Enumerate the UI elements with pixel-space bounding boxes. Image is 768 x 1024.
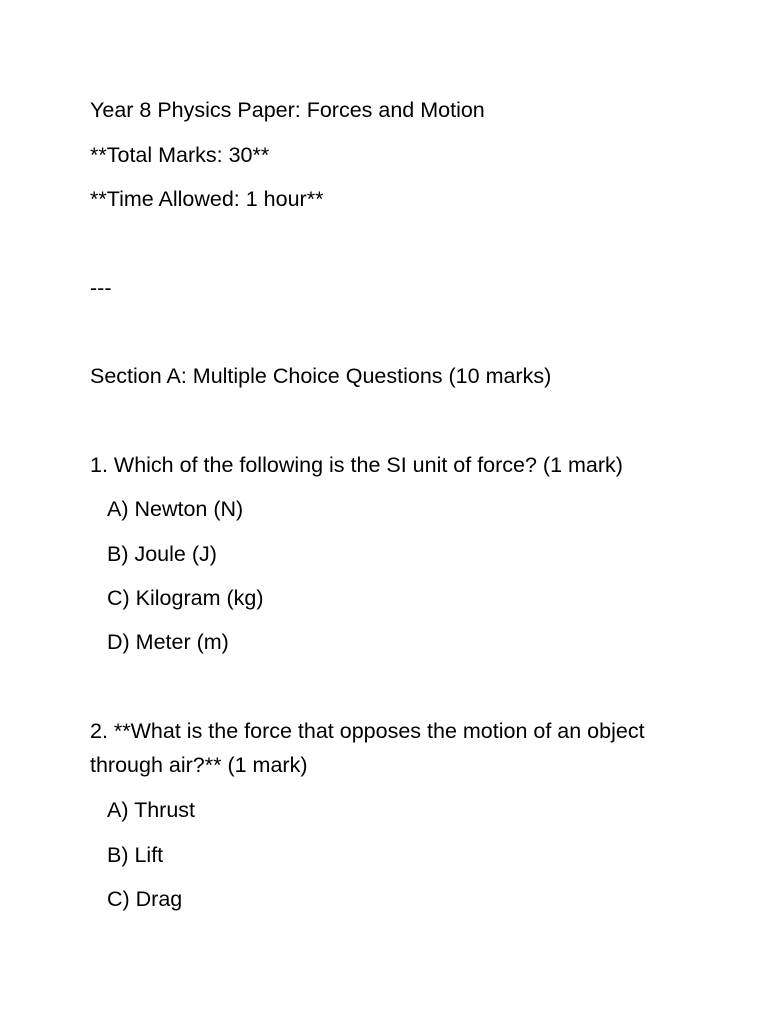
total-marks: **Total Marks: 30** bbox=[90, 143, 270, 167]
time-allowed: **Time Allowed: 1 hour** bbox=[90, 187, 324, 211]
question-1-option-a: A) Newton (N) bbox=[107, 497, 244, 521]
question-1-text: 1. Which of the following is the SI unit of force? (1 mark) bbox=[90, 453, 623, 477]
separator: --- bbox=[90, 276, 112, 300]
question-1-option-b: B) Joule (J) bbox=[107, 542, 217, 566]
section-heading: Section A: Multiple Choice Questions (10 marks) bbox=[90, 364, 552, 388]
question-2-option-c: C) Drag bbox=[107, 887, 183, 911]
question-2-text: 2. **What is the force that opposes the motion of an object through air?** (1 mark) bbox=[90, 719, 645, 777]
question-2-option-a: A) Thrust bbox=[107, 798, 196, 822]
question-1-option-d: D) Meter (m) bbox=[107, 630, 229, 654]
question-2-option-b: B) Lift bbox=[107, 843, 164, 867]
page-title: Year 8 Physics Paper: Forces and Motion bbox=[90, 98, 485, 122]
question-1-option-c: C) Kilogram (kg) bbox=[107, 586, 264, 610]
